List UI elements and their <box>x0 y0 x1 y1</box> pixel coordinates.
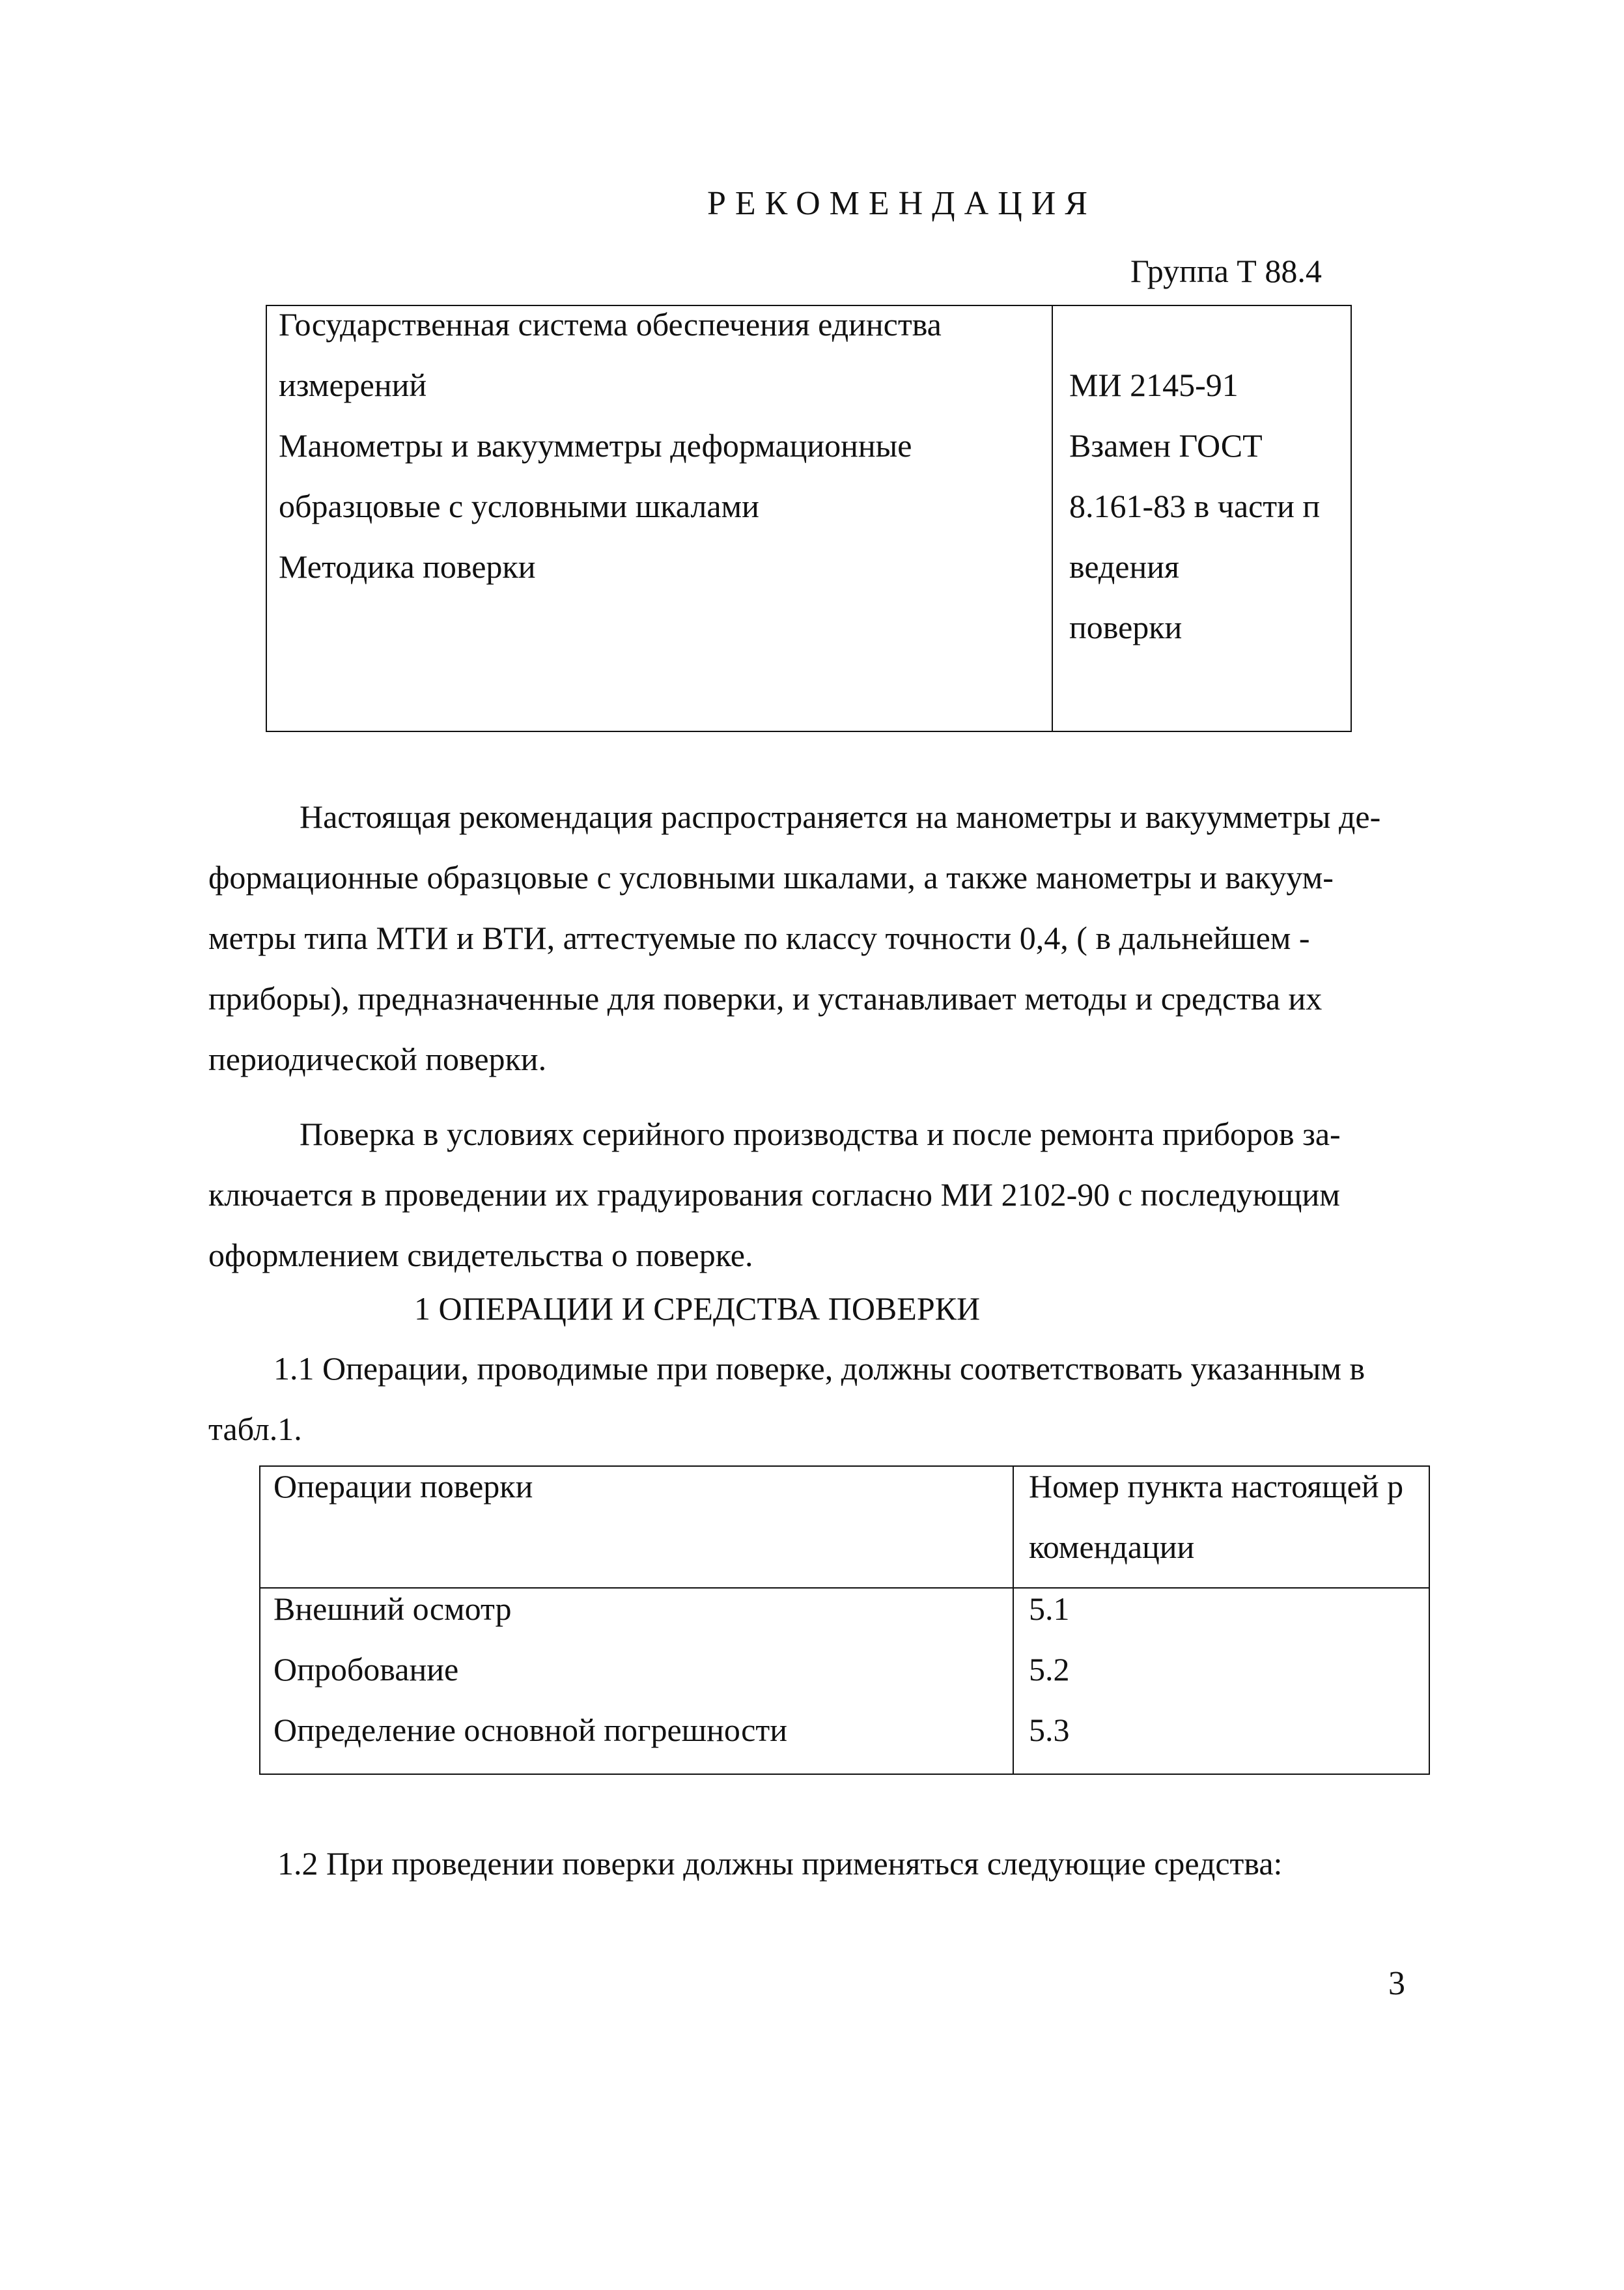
section-heading: 1 ОПЕРАЦИИ И СРЕДСТВА ПОВЕРКИ <box>414 1290 981 1327</box>
table-row-clause: 5.1 <box>1029 1590 1070 1627</box>
table-row-operation: Внешний осмотр <box>273 1590 512 1627</box>
header-left-line: Методика поверки <box>279 548 536 585</box>
paragraph-line: периодической поверки. <box>208 1041 547 1077</box>
clause-line: 1.1 Операции, проводимые при поверке, должны соответствовать указанным в <box>273 1350 1365 1387</box>
clause-1-1 <box>208 1338 1485 1460</box>
paragraph-line: метры типа МТИ и ВТИ, аттестуемые по классу точности 0,4, ( в дальнейшем - <box>208 920 1310 956</box>
header-right-line: поверки <box>1069 609 1183 645</box>
paragraph-line: Настоящая рекомендация распространяется на манометры и вакуумметры де- <box>300 799 1381 835</box>
clause-line: табл.1. <box>208 1411 302 1447</box>
header-left-line: образцовые с условными шкалами <box>279 488 759 524</box>
document-title: РЕКОМЕНДАЦИЯ <box>707 185 1097 222</box>
header-right-line: МИ 2145-91 <box>1069 367 1239 403</box>
header-right-line: 8.161-83 в части п <box>1069 488 1321 524</box>
header-left-line: Государственная система обеспечения единства <box>279 306 942 343</box>
table-row-operation: Определение основной погрешности <box>273 1712 787 1748</box>
paragraph-line: приборы), предназначенные для поверки, и устанавливает методы и средства их <box>208 980 1323 1017</box>
paragraph-line: оформлением свидетельства о поверке. <box>208 1237 753 1273</box>
operations-header-right-line: Номер пункта настоящей р <box>1029 1468 1404 1505</box>
table-row-clause: 5.3 <box>1029 1712 1070 1748</box>
table-row-clause: 5.2 <box>1029 1651 1070 1688</box>
header-table-left-cell <box>279 294 942 597</box>
header-table-divider <box>1052 305 1053 732</box>
paragraph-line: ключается в проведении их градуирования согласно МИ 2102-90 с последующим <box>208 1176 1340 1213</box>
paragraph-serial-production <box>208 1104 1485 1286</box>
page-number: 3 <box>1388 1965 1405 2002</box>
paragraph-scope <box>208 787 1485 1090</box>
header-left-line: измерений <box>279 367 427 403</box>
group-code: Группа Т 88.4 <box>1130 253 1322 289</box>
operations-header-left: Операции поверки <box>273 1468 533 1505</box>
header-right-line: Взамен ГОСТ <box>1069 427 1263 464</box>
paragraph-line: Поверка в условиях серийного производства и после ремонта приборов за- <box>300 1116 1341 1152</box>
paragraph-line: формационные образцовые с условными шкалами, а также манометры и вакуум- <box>208 859 1334 896</box>
operations-header-right-line: комендации <box>1029 1529 1195 1565</box>
header-right-line: ведения <box>1069 548 1179 585</box>
table-row-operation: Опробование <box>273 1651 459 1688</box>
clause-1-2: 1.2 При проведении поверки должны применяться следующие средства: <box>277 1845 1283 1882</box>
operations-table-divider <box>1013 1465 1014 1775</box>
header-table-right-cell <box>1069 355 1348 658</box>
header-left-line: Манометры и вакуумметры деформационные <box>279 427 912 464</box>
operations-header-right <box>1029 1456 1427 1577</box>
